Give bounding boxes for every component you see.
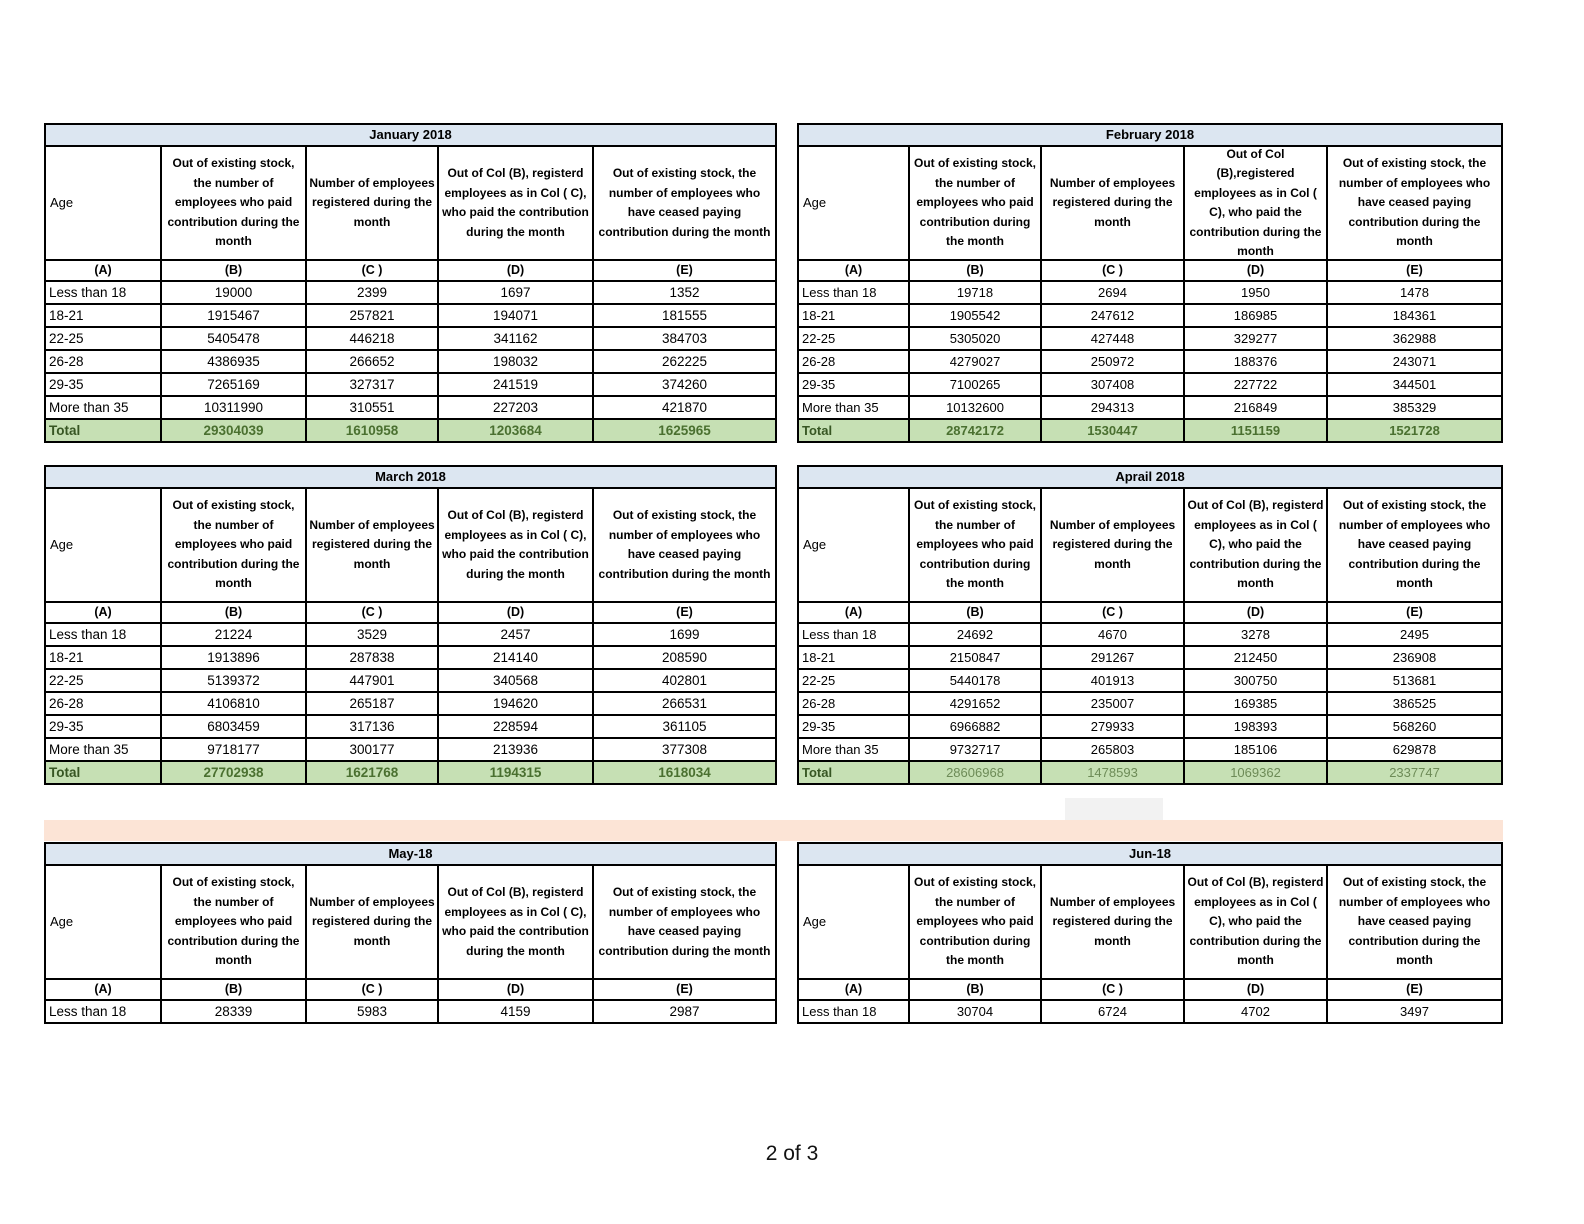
- table-title: January 2018: [46, 125, 775, 147]
- column-letter: (C ): [307, 980, 439, 999]
- column-letters-row: [46, 261, 775, 282]
- header-row: [46, 866, 775, 980]
- age-column-header: Age: [799, 147, 910, 259]
- column-letter: (E): [1406, 605, 1423, 619]
- table-row: [799, 1001, 1501, 1022]
- value-cell: 446218: [307, 328, 439, 349]
- value-cell: 194071: [439, 305, 594, 326]
- value-cell: 287838: [307, 647, 439, 668]
- table-row: [799, 328, 1501, 351]
- month-table: [797, 465, 1503, 785]
- age-cell: 18-21: [46, 647, 162, 668]
- value-cell: 2150847: [910, 647, 1042, 668]
- value-cell: 19718: [910, 282, 1042, 303]
- column-letter: (B): [162, 980, 307, 999]
- value-cell: 6803459: [162, 716, 307, 737]
- column-letter: (B): [162, 261, 307, 280]
- table-row: [46, 670, 775, 693]
- age-cell: More than 35: [799, 739, 910, 760]
- month-table: [44, 842, 777, 1024]
- column-letter: (A): [799, 603, 910, 622]
- value-cell: 386525: [1392, 696, 1437, 711]
- value-cell: 235007: [1042, 693, 1185, 714]
- column-header: Out of existing stock, the number of employees who have ceased paying contribution during the month: [598, 508, 771, 581]
- column-header: Out of existing stock, the number of employees who paid contribution during the month: [162, 866, 307, 978]
- value-cell: 227722: [1185, 374, 1328, 395]
- age-cell: 26-28: [799, 351, 910, 372]
- age-cell: 29-35: [46, 716, 162, 737]
- value-cell: 5983: [307, 1001, 439, 1022]
- value-cell: 236908: [1392, 650, 1437, 665]
- value-cell: 629878: [1392, 742, 1437, 757]
- value-cell: 181555: [661, 308, 708, 323]
- value-cell: 1699: [669, 627, 700, 642]
- value-cell: 2987: [669, 1004, 700, 1019]
- age-cell: 26-28: [46, 351, 162, 372]
- value-cell: 24692: [910, 624, 1042, 645]
- value-cell: 427448: [1042, 328, 1185, 349]
- total-value-cell: 1478593: [1042, 762, 1185, 783]
- age-cell: 22-25: [46, 328, 162, 349]
- month-table: [797, 842, 1503, 1024]
- value-cell: 568260: [1392, 719, 1437, 734]
- total-label: Total: [46, 762, 162, 783]
- total-label: Total: [46, 420, 162, 441]
- value-cell: 384703: [661, 331, 708, 346]
- column-header: Out of Col (B), registerd employees as in Col ( C), who paid the contribution during the month: [439, 147, 594, 259]
- age-cell: 22-25: [799, 328, 910, 349]
- total-row: [46, 420, 775, 441]
- value-cell: 10311990: [162, 397, 307, 418]
- value-cell: 2495: [1400, 627, 1429, 642]
- value-cell: 228594: [439, 716, 594, 737]
- value-cell: 385329: [1392, 400, 1437, 415]
- column-letter: (A): [46, 261, 162, 280]
- column-header: Out of Col (B), registerd employees as in Col ( C), who paid the contribution during the month: [439, 489, 594, 601]
- column-header: Out of existing stock, the number of employees who have ceased paying contribution during the month: [1338, 498, 1491, 591]
- age-cell: 29-35: [46, 374, 162, 395]
- highlight-band: [44, 820, 1503, 841]
- age-cell: More than 35: [46, 739, 162, 760]
- value-cell: 3278: [1185, 624, 1328, 645]
- column-header: Out of Col (B), registerd employees as in Col ( C), who paid the contribution during the month: [1185, 866, 1328, 978]
- column-letter: (D): [439, 980, 594, 999]
- table-title: Aprail 2018: [799, 467, 1501, 489]
- column-letter: (A): [799, 261, 910, 280]
- column-letter: (E): [1406, 982, 1423, 996]
- value-cell: 4159: [439, 1001, 594, 1022]
- value-cell: 402801: [661, 673, 708, 688]
- age-cell: More than 35: [799, 397, 910, 418]
- table-row: [46, 647, 775, 670]
- column-header: Out of existing stock, the number of employees who paid contribution during the month: [162, 489, 307, 601]
- value-cell: 1915467: [162, 305, 307, 326]
- column-letter: (A): [46, 980, 162, 999]
- value-cell: 513681: [1392, 673, 1437, 688]
- total-value-cell: 28742172: [910, 420, 1042, 441]
- total-value-cell: 1625965: [658, 423, 711, 438]
- column-header: Out of Col (B), registerd employees as in Col ( C), who paid the contribution during the month: [1185, 489, 1328, 601]
- column-header: Number of employees registered during the month: [307, 489, 439, 601]
- value-cell: 6724: [1042, 1001, 1185, 1022]
- value-cell: 1697: [439, 282, 594, 303]
- total-value-cell: 29304039: [162, 420, 307, 441]
- value-cell: 401913: [1042, 670, 1185, 691]
- value-cell: 169385: [1185, 693, 1328, 714]
- age-column-header: Age: [46, 866, 162, 978]
- value-cell: 28339: [162, 1001, 307, 1022]
- value-cell: 1950: [1185, 282, 1328, 303]
- column-header: Out of Col (B), registerd employees as in Col ( C), who paid the contribution during the month: [439, 866, 594, 978]
- table-row: [799, 351, 1501, 374]
- value-cell: 3497: [1400, 1004, 1429, 1019]
- column-letter: (C ): [307, 261, 439, 280]
- value-cell: 4291652: [910, 693, 1042, 714]
- value-cell: 241519: [439, 374, 594, 395]
- table-row: [799, 282, 1501, 305]
- age-cell: 22-25: [46, 670, 162, 691]
- column-letter: (C ): [1042, 603, 1185, 622]
- value-cell: 21224: [162, 624, 307, 645]
- value-cell: 198032: [439, 351, 594, 372]
- table-row: [46, 716, 775, 739]
- month-table: [44, 123, 777, 443]
- table-row: [799, 374, 1501, 397]
- value-cell: 4106810: [162, 693, 307, 714]
- value-cell: 214140: [439, 647, 594, 668]
- value-cell: 5405478: [162, 328, 307, 349]
- column-letter: (B): [910, 261, 1042, 280]
- value-cell: 1478: [1400, 285, 1429, 300]
- value-cell: 3529: [307, 624, 439, 645]
- age-cell: Less than 18: [46, 282, 162, 303]
- column-header: Out of existing stock, the number of employees who paid contribution during the month: [910, 147, 1042, 259]
- table-title: May-18: [46, 844, 775, 866]
- value-cell: 340568: [439, 670, 594, 691]
- column-letters-row: [46, 980, 775, 1001]
- column-header: Out of existing stock, the number of employees who have ceased paying contribution during the month: [1338, 875, 1491, 968]
- age-cell: 18-21: [799, 305, 910, 326]
- table-row: [799, 305, 1501, 328]
- table-row: [799, 397, 1501, 420]
- value-cell: 7100265: [910, 374, 1042, 395]
- value-cell: 5139372: [162, 670, 307, 691]
- column-header: Out of existing stock, the number of employees who paid contribution during the month: [162, 147, 307, 259]
- value-cell: 4670: [1042, 624, 1185, 645]
- column-letter: (D): [1185, 603, 1328, 622]
- column-letter: (D): [439, 261, 594, 280]
- value-cell: 2399: [307, 282, 439, 303]
- header-row: [799, 147, 1501, 261]
- table-row: [46, 397, 775, 420]
- value-cell: 300177: [307, 739, 439, 760]
- age-cell: 29-35: [799, 374, 910, 395]
- total-value-cell: 1151159: [1185, 420, 1328, 441]
- month-table: [797, 123, 1503, 443]
- value-cell: 421870: [661, 400, 708, 415]
- value-cell: 266531: [661, 696, 708, 711]
- value-cell: 9718177: [162, 739, 307, 760]
- total-value-cell: 1069362: [1185, 762, 1328, 783]
- value-cell: 265803: [1042, 739, 1185, 760]
- age-column-header: Age: [46, 489, 162, 601]
- value-cell: 5440178: [910, 670, 1042, 691]
- value-cell: 1905542: [910, 305, 1042, 326]
- value-cell: 4279027: [910, 351, 1042, 372]
- value-cell: 361105: [662, 719, 707, 734]
- table-row: [46, 739, 775, 762]
- column-letter: (B): [910, 603, 1042, 622]
- value-cell: 6966882: [910, 716, 1042, 737]
- total-row: [799, 420, 1501, 441]
- total-row: [799, 762, 1501, 783]
- column-letter: (D): [1185, 980, 1328, 999]
- total-label: Total: [799, 762, 910, 783]
- age-cell: Less than 18: [46, 624, 162, 645]
- value-cell: 317136: [307, 716, 439, 737]
- column-header: Out of Col (B),registered employees as in Col ( C), who paid the contribution during the month: [1185, 147, 1328, 259]
- table-row: [799, 693, 1501, 716]
- column-letter: (C ): [1042, 980, 1185, 999]
- table-title: Jun-18: [799, 844, 1501, 866]
- value-cell: 227203: [439, 397, 594, 418]
- table-row: [46, 328, 775, 351]
- total-label: Total: [799, 420, 910, 441]
- age-cell: Less than 18: [799, 282, 910, 303]
- value-cell: 374260: [661, 377, 708, 392]
- table-row: [799, 647, 1501, 670]
- value-cell: 10132600: [910, 397, 1042, 418]
- column-letter: (A): [46, 603, 162, 622]
- value-cell: 216849: [1185, 397, 1328, 418]
- header-row: [799, 866, 1501, 980]
- age-cell: 18-21: [46, 305, 162, 326]
- value-cell: 329277: [1185, 328, 1328, 349]
- total-value-cell: 1621768: [307, 762, 439, 783]
- column-letter: (D): [439, 603, 594, 622]
- value-cell: 1913896: [162, 647, 307, 668]
- column-header: Number of employees registered during the month: [1042, 147, 1185, 259]
- column-letter: (C ): [1042, 261, 1185, 280]
- age-cell: 18-21: [799, 647, 910, 668]
- table-row: [799, 624, 1501, 647]
- value-cell: 294313: [1042, 397, 1185, 418]
- value-cell: 279933: [1042, 716, 1185, 737]
- value-cell: 247612: [1042, 305, 1185, 326]
- age-cell: Less than 18: [799, 1001, 910, 1022]
- header-row: [46, 147, 775, 261]
- age-cell: 26-28: [799, 693, 910, 714]
- table-row: [46, 693, 775, 716]
- age-cell: More than 35: [46, 397, 162, 418]
- value-cell: 19000: [162, 282, 307, 303]
- value-cell: 307408: [1042, 374, 1185, 395]
- value-cell: 9732717: [910, 739, 1042, 760]
- total-value-cell: 1194315: [439, 762, 594, 783]
- column-letter: (D): [1185, 261, 1328, 280]
- column-header: Out of existing stock, the number of employees who have ceased paying contribution during the month: [598, 885, 771, 958]
- value-cell: 4702: [1185, 1001, 1328, 1022]
- table-row: [46, 305, 775, 328]
- column-letters-row: [46, 603, 775, 624]
- column-letters-row: [799, 261, 1501, 282]
- value-cell: 4386935: [162, 351, 307, 372]
- total-value-cell: 28606968: [910, 762, 1042, 783]
- age-column-header: Age: [799, 866, 910, 978]
- column-header: Number of employees registered during the month: [1042, 866, 1185, 978]
- value-cell: 2457: [439, 624, 594, 645]
- column-letter: (E): [1406, 263, 1423, 277]
- value-cell: 213936: [439, 739, 594, 760]
- value-cell: 198393: [1185, 716, 1328, 737]
- page-number: 2 of 3: [765, 1142, 819, 1165]
- age-cell: Less than 18: [799, 624, 910, 645]
- value-cell: 188376: [1185, 351, 1328, 372]
- column-letter: (E): [676, 982, 693, 996]
- table-row: [46, 351, 775, 374]
- column-header: Out of existing stock, the number of employees who paid contribution during the month: [910, 489, 1042, 601]
- value-cell: 30704: [910, 1001, 1042, 1022]
- value-cell: 208590: [661, 650, 708, 665]
- scan-artifact: [1065, 798, 1163, 822]
- age-cell: 26-28: [46, 693, 162, 714]
- value-cell: 327317: [307, 374, 439, 395]
- total-value-cell: 1618034: [658, 765, 711, 780]
- table-title: March 2018: [46, 467, 775, 489]
- total-value-cell: 1203684: [439, 420, 594, 441]
- value-cell: 7265169: [162, 374, 307, 395]
- column-header: Out of existing stock, the number of employees who have ceased paying contribution during the month: [598, 166, 771, 239]
- table-row: [799, 670, 1501, 693]
- value-cell: 185106: [1185, 739, 1328, 760]
- value-cell: 2694: [1042, 282, 1185, 303]
- column-header: Out of existing stock, the number of employees who have ceased paying contribution during the month: [1338, 156, 1491, 249]
- header-row: [46, 489, 775, 603]
- value-cell: 362988: [1392, 331, 1437, 346]
- value-cell: 266652: [307, 351, 439, 372]
- total-row: [46, 762, 775, 783]
- age-cell: Less than 18: [46, 1001, 162, 1022]
- column-letter: (B): [910, 980, 1042, 999]
- total-value-cell: 1530447: [1042, 420, 1185, 441]
- month-table: [44, 465, 777, 785]
- value-cell: 5305020: [910, 328, 1042, 349]
- total-value-cell: 27702938: [162, 762, 307, 783]
- value-cell: 300750: [1185, 670, 1328, 691]
- total-value-cell: 2337747: [1389, 765, 1440, 780]
- column-header: Number of employees registered during the month: [307, 866, 439, 978]
- table-row: [799, 739, 1501, 762]
- value-cell: 262225: [661, 354, 708, 369]
- column-header: Out of existing stock, the number of employees who paid contribution during the month: [910, 866, 1042, 978]
- table-row: [46, 374, 775, 397]
- column-letter: (A): [799, 980, 910, 999]
- table-row: [799, 716, 1501, 739]
- table-row: [46, 282, 775, 305]
- value-cell: 250972: [1042, 351, 1185, 372]
- value-cell: 447901: [307, 670, 439, 691]
- age-cell: 22-25: [799, 670, 910, 691]
- age-column-header: Age: [799, 489, 910, 601]
- value-cell: 243071: [1392, 354, 1437, 369]
- value-cell: 265187: [307, 693, 439, 714]
- column-letter: (E): [676, 605, 693, 619]
- column-letter: (E): [676, 263, 693, 277]
- column-letter: (B): [162, 603, 307, 622]
- age-cell: 29-35: [799, 716, 910, 737]
- table-row: [46, 624, 775, 647]
- header-row: [799, 489, 1501, 603]
- value-cell: 186985: [1185, 305, 1328, 326]
- column-letter: (C ): [307, 603, 439, 622]
- table-row: [46, 1001, 775, 1022]
- value-cell: 257821: [307, 305, 439, 326]
- column-header: Number of employees registered during the month: [307, 147, 439, 259]
- total-value-cell: 1610958: [307, 420, 439, 441]
- value-cell: 194620: [439, 693, 594, 714]
- value-cell: 1352: [669, 285, 700, 300]
- column-letters-row: [799, 980, 1501, 1001]
- value-cell: 341162: [439, 328, 594, 349]
- column-letters-row: [799, 603, 1501, 624]
- value-cell: 377308: [661, 742, 708, 757]
- value-cell: 212450: [1185, 647, 1328, 668]
- table-title: February 2018: [799, 125, 1501, 147]
- age-column-header: Age: [46, 147, 162, 259]
- value-cell: 184361: [1392, 308, 1437, 323]
- value-cell: 310551: [307, 397, 439, 418]
- total-value-cell: 1521728: [1389, 423, 1440, 438]
- value-cell: 344501: [1392, 377, 1437, 392]
- column-header: Number of employees registered during the month: [1042, 489, 1185, 601]
- value-cell: 291267: [1042, 647, 1185, 668]
